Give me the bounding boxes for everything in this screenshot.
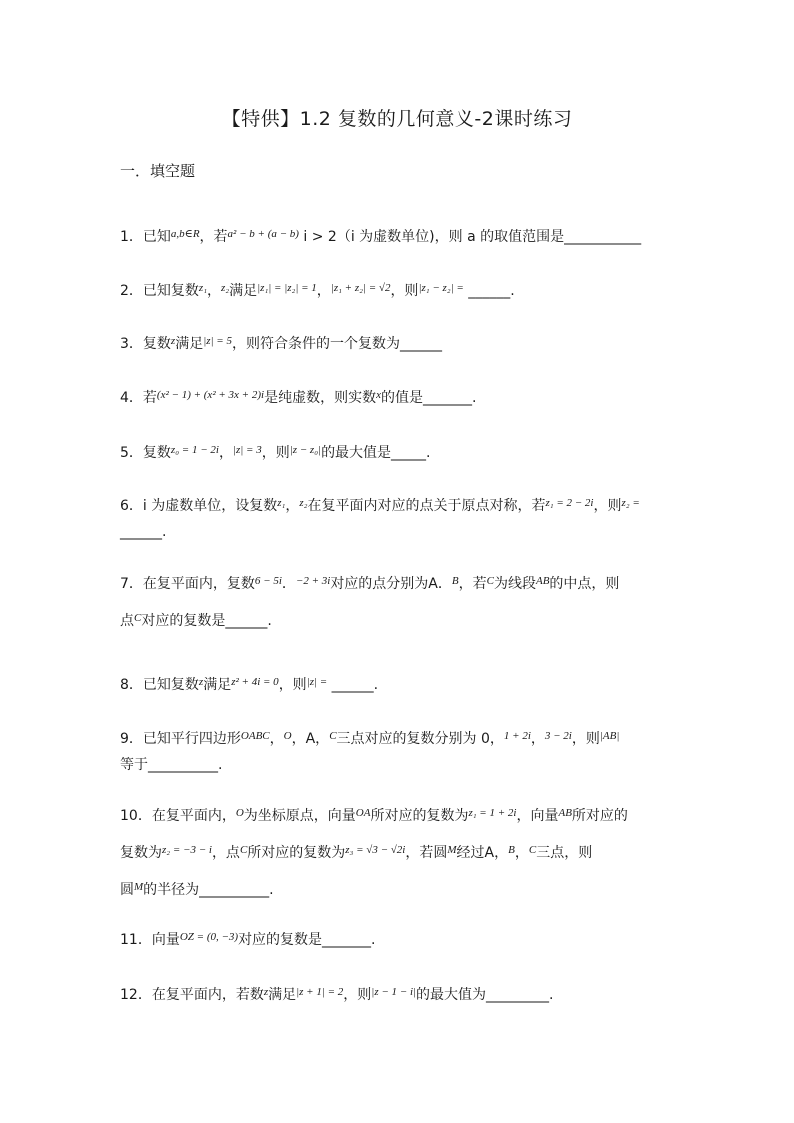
- math-expression: |z| = 5: [203, 335, 232, 347]
- math-expression: z: [198, 676, 204, 688]
- question-number: 2．: [120, 283, 143, 299]
- math-expression: |z + 1| = 2: [296, 986, 344, 998]
- question-line: [120, 803, 680, 826]
- page-title: 【特供】1.2 复数的几何意义-2课时练习: [221, 108, 573, 130]
- question-text: ，则: [343, 987, 372, 1003]
- question-text: 在复平面内，复数: [142, 576, 255, 592]
- question-text: 在复平面内，: [151, 808, 236, 824]
- question-text: 满足: [203, 677, 232, 693]
- question-line: [120, 840, 680, 863]
- question-text: 向量: [151, 932, 180, 948]
- question-7: [120, 571, 680, 631]
- question-line: [120, 755, 680, 775]
- question-line: [120, 877, 680, 900]
- question-number: 9．: [120, 731, 143, 747]
- question-line: [120, 571, 680, 594]
- question-line: [120, 982, 680, 1005]
- question-9: [120, 726, 680, 775]
- question-text: 的值是_______.: [380, 390, 477, 406]
- question-text: 的中点，则: [549, 576, 620, 592]
- question-text: 若: [142, 390, 157, 406]
- question-text: ，则: [593, 498, 622, 514]
- question-text: 满足: [175, 336, 204, 352]
- question-number: 6．: [120, 498, 143, 514]
- math-expression: (x² − 1) + (x² + 3x + 2)i: [156, 389, 265, 401]
- question-number: 7．: [120, 576, 143, 592]
- question-text: ，则符合条件的一个复数为______: [231, 336, 442, 352]
- math-expression: z₁ = 1 + 2i: [468, 807, 517, 819]
- question-text: 复数: [142, 445, 171, 461]
- question-text: ，若: [458, 576, 487, 592]
- question-text: ，: [207, 283, 222, 299]
- math-expression: O: [283, 730, 292, 742]
- question-line: [120, 608, 680, 631]
- question-text: 三点对应的复数分别为 0，: [336, 731, 504, 747]
- math-expression: −2 + 3i: [295, 575, 331, 587]
- math-expression: AB: [535, 575, 550, 587]
- question-number: 1．: [120, 229, 143, 245]
- math-expression: a,b∈R: [170, 228, 200, 240]
- question-text: ，: [269, 731, 284, 747]
- question-text: ，: [218, 445, 233, 461]
- math-expression: |z − z₀|: [289, 444, 322, 456]
- question-line: [120, 440, 680, 463]
- math-expression: O: [235, 807, 244, 819]
- question-2: [120, 278, 680, 301]
- question-line: [120, 726, 680, 749]
- question-text: 对应的复数是______.: [141, 613, 272, 629]
- math-expression: z₁ = 2 − 2i: [545, 497, 594, 509]
- question-line: [120, 927, 680, 950]
- question-number: 4．: [120, 390, 143, 406]
- math-expression: |z| = 3: [232, 444, 262, 456]
- math-expression: |z − 1 − i|: [371, 986, 417, 998]
- math-expression: OZ = (0, −3): [179, 931, 239, 943]
- question-text: ，: [530, 731, 545, 747]
- math-expression: z₂ = −3 − i: [162, 844, 212, 856]
- question-number: 3．: [120, 336, 143, 352]
- math-expression: OA: [355, 807, 371, 819]
- question-line: [120, 385, 680, 408]
- question-text: 三点，则: [536, 845, 593, 861]
- math-expression: z₃ = √3 − √2i: [345, 844, 406, 856]
- question-text: 复数为: [120, 845, 162, 861]
- math-expression: |z| =: [306, 676, 328, 688]
- question-text: 所对应的复数为: [247, 845, 346, 861]
- question-text: 在复平面内对应的点关于原点对称，若: [307, 498, 546, 514]
- math-expression: |z₁ + z₂| = √2: [330, 282, 391, 294]
- question-5: [120, 440, 680, 463]
- question-text: 经过A，: [456, 845, 509, 861]
- question-number: 8．: [120, 677, 143, 693]
- question-text: ．: [281, 576, 296, 592]
- question-text: 的最大值为_________.: [416, 987, 554, 1003]
- question-text: 圆: [120, 882, 134, 898]
- question-text: ，: [514, 845, 529, 861]
- question-text: 已知: [142, 229, 171, 245]
- question-text: ，A，: [291, 731, 330, 747]
- question-text: ，则: [390, 283, 419, 299]
- question-text: 满足: [268, 987, 297, 1003]
- question-12: [120, 982, 680, 1005]
- question-text: 为坐标原点，向量: [243, 808, 356, 824]
- math-expression: C: [134, 612, 142, 624]
- question-text: ，向量: [516, 808, 559, 824]
- question-text: 满足: [229, 283, 258, 299]
- question-number: 10．: [120, 808, 152, 824]
- math-expression: z₂: [299, 497, 308, 509]
- question-text: 已知复数: [142, 283, 199, 299]
- question-6: [120, 493, 680, 542]
- math-expression: OABC: [240, 730, 270, 742]
- math-expression: a² − b + (a − b): [227, 228, 299, 240]
- question-text: 在复平面内，若数: [151, 987, 264, 1003]
- math-expression: z₂ =: [621, 497, 640, 509]
- question-line: [120, 522, 680, 542]
- question-text: ，: [316, 283, 331, 299]
- question-text: ，若: [199, 229, 228, 245]
- math-expression: M: [447, 844, 457, 856]
- question-4: [120, 385, 680, 408]
- math-expression: z₂: [221, 282, 230, 294]
- question-3: [120, 331, 680, 354]
- math-expression: C: [528, 844, 537, 856]
- question-text: i 为虚数单位，设复数: [142, 498, 278, 514]
- math-expression: |AB|: [599, 730, 620, 742]
- question-11: [120, 927, 680, 950]
- question-line: [120, 224, 680, 247]
- math-expression: z₀ = 1 − 2i: [170, 444, 219, 456]
- question-text: 所对应的复数为: [370, 808, 469, 824]
- question-text: ，则: [261, 445, 290, 461]
- math-expression: 3 − 2i: [544, 730, 572, 742]
- question-text: 已知复数: [142, 677, 199, 693]
- question-text: ，: [285, 498, 300, 514]
- question-text: ，则: [571, 731, 600, 747]
- question-text: 对应的复数是_______.: [238, 932, 376, 948]
- question-text: 为线段: [493, 576, 536, 592]
- question-text: ______.: [327, 677, 379, 693]
- section-heading: 一．填空题: [120, 162, 196, 180]
- math-expression: 6 − 5i: [254, 575, 282, 587]
- math-expression: x: [376, 389, 381, 401]
- question-text: 的半径为__________.: [143, 882, 274, 898]
- question-text: ，则: [278, 677, 307, 693]
- question-number: 5．: [120, 445, 143, 461]
- math-expression: C: [239, 844, 248, 856]
- math-expression: C: [486, 575, 494, 587]
- question-text: 所对应的: [571, 808, 628, 824]
- math-expression: |z₁| = |z₂| = 1: [257, 282, 317, 294]
- question-line: [120, 672, 680, 695]
- math-expression: z² + 4i = 0: [231, 676, 279, 688]
- question-text: i > 2（i 为虚数单位)，则 a 的取值范围是___________: [298, 229, 642, 245]
- question-line: [120, 331, 680, 354]
- question-line: [120, 493, 680, 516]
- question-text: ，若圆: [405, 845, 448, 861]
- question-10: [120, 803, 680, 900]
- question-text: 点: [120, 613, 134, 629]
- question-line: [120, 278, 680, 301]
- question-8: [120, 672, 680, 695]
- math-expression: 1 + 2i: [503, 730, 531, 742]
- question-text: 是纯虚数，则实数: [264, 390, 377, 406]
- math-expression: z: [170, 335, 176, 347]
- question-text: 等于__________.: [120, 757, 223, 773]
- question-text: 复数: [142, 336, 171, 352]
- math-expression: |z₁ − z₂| =: [418, 282, 464, 294]
- question-text: ______.: [120, 524, 167, 540]
- math-expression: M: [134, 881, 144, 893]
- math-expression: B: [451, 575, 459, 587]
- question-number: 12．: [120, 987, 152, 1003]
- math-expression: AB: [558, 807, 572, 819]
- question-number: 11．: [120, 932, 152, 948]
- question-text: 的最大值是_____.: [321, 445, 431, 461]
- question-text: ，点: [211, 845, 240, 861]
- math-expression: B: [508, 844, 515, 856]
- math-expression: z₁: [198, 282, 208, 294]
- question-text: 对应的点分别为A．: [330, 576, 452, 592]
- question-text: ______.: [463, 283, 515, 299]
- math-expression: z₁: [277, 497, 286, 509]
- math-expression: C: [329, 730, 337, 742]
- question-text: 已知平行四边形: [142, 731, 241, 747]
- question-1: [120, 224, 680, 247]
- math-expression: z: [263, 986, 269, 998]
